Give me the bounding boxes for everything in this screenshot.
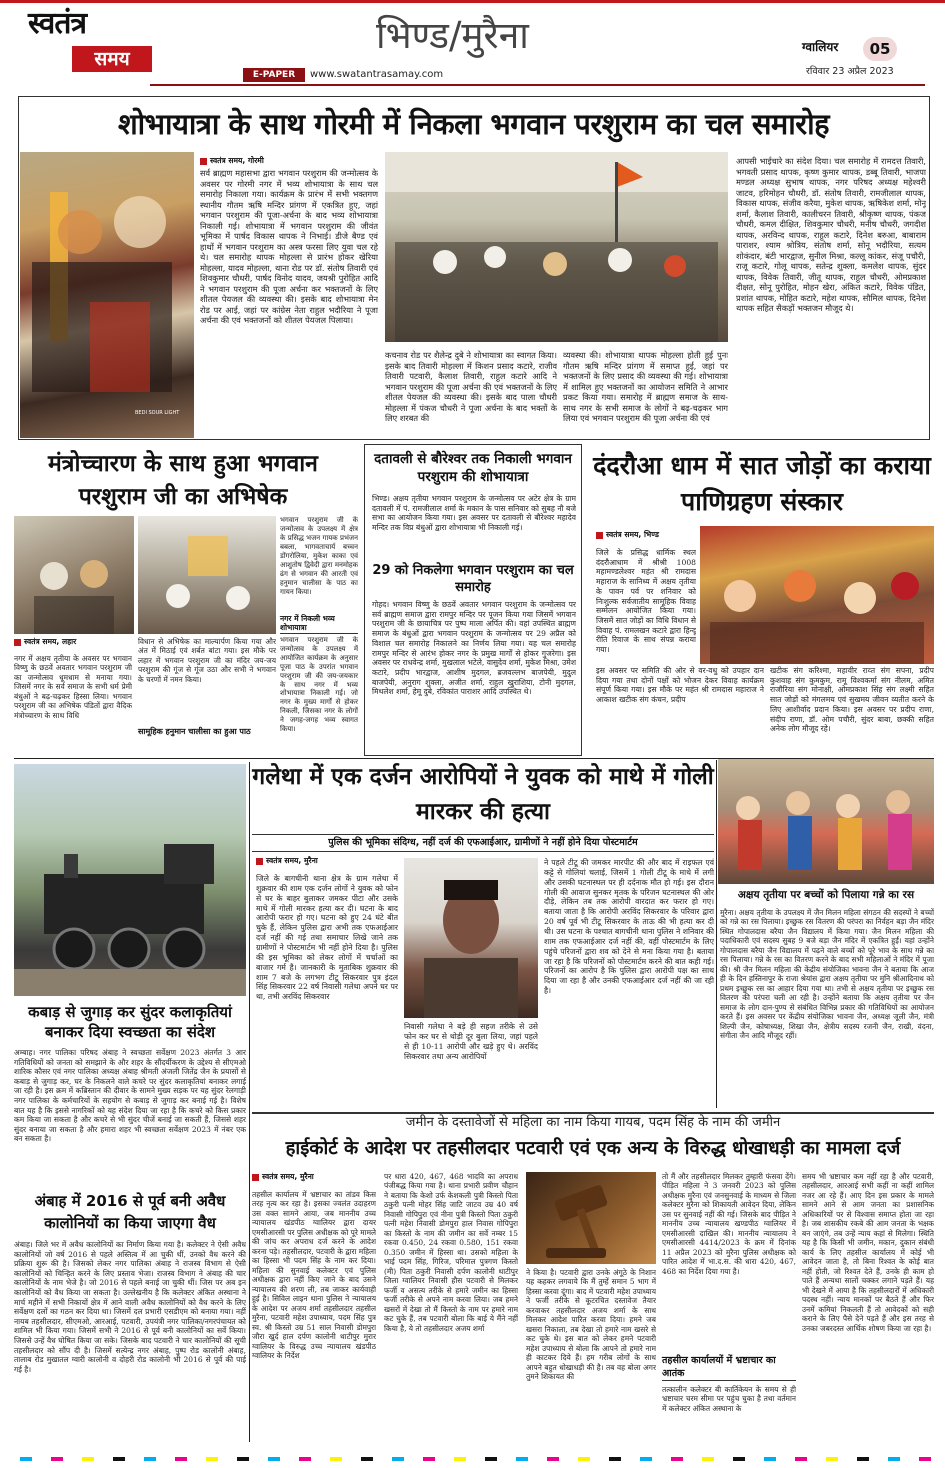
article-8-body: मुरैना। अक्षय तृतीया के उपलक्ष्य में जैन मिलन महिला संगठन की सदस्यों ने बच्चों को गन्ने का रस पिलाया। इच्छुक रस वितरण की परंपरा का निर्वहन बड़ा जैन मंदिर स्थित गोपालदास बरैया जैन विद्यालय में किया गया। जैन मिलन महिला की पदाधिकारी एवं सदस्य सुबह 9 बजे बड़ा जैन मंदिर में एकत्रित हुईं। यहां उन्होंने गोपालदास बरैया जैन विद्यालय में पढ़ने वाले बच्चों को पूरे भाव के साथ गन्ने का रस पिलाया। गन्ने के रस का वितरण करने के बाद सभी महिलाओं ने मंदिर में पूजा की। श्री जैन मिलन महिला की केंद्रीय संयोजिका भावना जैन ने बताया कि आज ही के दिन हस्तिनापुर के राजा श्रेयांस द्वारा अक्षय तृतीया पर मुनि श्रीआदिनाथ को प्रथम इच्छुक रस का आहार दिया गया था। तभी से अक्षय तृतीया पर इच्छुक रस वितरण की परंपरा चली आ रही है। उन्होंने बताया कि अक्षय तृतीया पर जैन समाज के लोग दान-पुण्य से संबंधित विभिन्न प्रकार की गतिविधियों का आयोजन करते हैं। इस अवसर पर केंद्रीय संयोजिका भावना जैन, अध्यक्ष जूली जैन, मंत्री शिल्पी जैन, कोषाध्यक्ष, शिखा जैन, क्षेत्रीय सदस्य रजनी जैन, राखी, वंदना, संगीता जैन आदि मौजूद रहीं। <box>720 908 934 1041</box>
article-3-headline: दतावली से बौरेश्वर तक निकाली भगवान परशुराम की शोभायात्रा <box>374 451 572 485</box>
article-1-col-1-text: सर्व ब्राह्मण महासभा द्वारा भगवान परशुराम की जन्मोत्सव के अवसर पर गोरमी नगर में भव्य शोभायात्रा के साथ चल समारोह निकाला गया। कार्यक्रम के प्रारंभ में सभी भक्तगण स्थानीय गौतम ऋषि मन्दिर प्रांगण में एकत्रित हुए, जहां भगवान परशुराम की पूजा-अर्चना के बाद भव्य शोभायात्रा निकाली गई। शोभायात्रा में भगवान परशुराम की जीवंत भूमिका में पार्षद विकास थापक ने निभाई। डीजे बैण्ड एवं हाथों में भगवान परशुराम का अस्त्र फरसा लिए युवा चल रहे थे। चल समारोह थापक मोहल्ला से प्रारंभ होकर खेरिया मोहल्ला, यादव मोहल्ला, थाना रोड पर डॉ. संतोष तिवारी एवं शिवकुमार चौधरी, पार्षद विनोद यादव, जयश्री पुरोहित आदि ने भगवान परशुराम की पूजा अर्चना कर भक्तजनों के लिए शीतल पेयजल की व्यवस्था की। इसके बाद शोभायात्रा मेन रोड पर आई, जहां पर कांग्रेस नेता राहुल भदौरिया ने पूजा अर्चना की एवं भक्तजनों को शीतल पेयजल पिलाया। <box>200 168 378 325</box>
article-7-byline-row <box>256 856 398 866</box>
article-7-photo <box>404 858 538 1018</box>
article-4-photo <box>700 526 934 664</box>
article-9-col-1: तहसील कार्यालय में भ्रष्टाचार का तांडव किस तरह नृत्य कर रहा है। इसका ज्वलंत उदाहरण उस वक्त सामने आया, जब माननीय उच्च न्यायालय खंडपीठ ग्वालियर द्वारा दायर एमसीआरसी पर पुलिस अधीक्षक को पूरे मामले की जांच कर अपराध दर्ज करने के आदेश करना पड़े। तहसीलदार, पटवारी के द्वारा महिला का हिस्सा भी पदम सिंह के नाम कर दिया। महिला की सुनवाई कलेक्टर एवं पुलिस अधीक्षक द्वारा नहीं किए जाने के बाद उसने न्यायालय की शरण ली, तब जाकर कार्यवाही हुई है। सिविल लाइन थाना पुलिस ने न्यायालय के आदेश पर अजय शर्मा तहसीलदार तहसील मुरैना, पटवारी महेश उपाध्याय, पदम सिंह पुत्र स्व. श्री किस्तो उम्र 51 साल निवासी डोमपुरा जौरा खुर्द हाल दर्पण कालोनी थाटीपुर मुरार ग्वालियर के विरुद्ध उच्च न्यायालय खंडपीठ ग्वालियर के निर्देश <box>252 1190 376 1360</box>
article-2-mid-col <box>138 637 276 757</box>
article-1-col-2-text: कचनाव रोड पर शैलेन्द्र दुबे ने शोभायात्रा का स्वागत किया। इसके बाद तिवारी मोहल्ला में किशन प्रसाद कटारे, राजीव तिवारी पटवारी, कैलाश तिवारी, राहुल कटारे आदि ने भगवान परशुराम की पूजा अर्चना की एवं भक्तजनों के लिए शीतल पेयजल की व्यवस्था की। इसके बाद पाला चौधरी मोहल्ला में पंकज चौधरी ने पूजा अर्चना के बाद भक्तों के लिए शरबत की <box>385 350 557 423</box>
byline-text: स्वतंत्र समय, गोरमी <box>210 156 264 165</box>
registration-mark <box>733 1457 745 1461</box>
article-4-headline: दंदरौआ धाम में सात जोड़ों का कराया पाणिग्रहण संस्कार <box>593 451 931 516</box>
rule-v-2 <box>716 760 717 1108</box>
article-9-col-4-text: तो मैं और तहसीलदार मिलकर तुम्हारी फंसवा देंगे। पीड़ित महिला ने 3 जनवरी 2023 को पुलिस अधीक्षक मुरैना एवं जनसुनवाई के माध्यम से जिला कलेक्टर मुरैना को शिकायती आवेदन दिया, लेकिन उस पर सुनवाई नहीं की गई। जिसके बाद पीड़ित ने माननीय उच्च न्यायालय खण्डपीठ ग्वालियर में एमसीआरसी दाखिल की। माननीय न्यायालय ने एमसीआरसी 4414/2023 के क्रम में दिनांक 11 अप्रैल 2023 को मुरैना पुलिस अधीक्षक को पारित आदेश में भा.द.स. की धारा 420, 467, 468 का निर्देश दिया गया है। <box>662 1172 796 1276</box>
registration-mark <box>485 1457 497 1461</box>
page-number: 05 <box>863 37 897 61</box>
article-2-photo-2 <box>138 516 276 634</box>
victim-portrait <box>404 858 538 1018</box>
registration-mark <box>888 1457 900 1461</box>
article-7-col-1-text: जिले के बागचीनी थाना क्षेत्र के ग्राम गलेथा में शुक्रवार की शाम एक दर्जन लोगों ने युवक को फोन से घर के बाहर बुलाकर जमकर पीटा और उसके माथे में गोली मारकर हत्या कर दी। घटना के बाद आरोपी फरार हो गए। घटना को हुए 24 घंटे बीत चुके हैं, लेकिन पुलिस द्वारा अभी तक एफआईआर दर्ज नहीं की गई तथा समाचार लिखे जाने तक ग्रामीणों ने पोस्टमार्टम भी नहीं होने दिया है। पुलिस की इस भूमिका को लेकर लोगों में चर्चाओं का बाजार गर्म है। जानकारी के मुताबिक शुक्रवार की शाम 7 बजे के लगभग टीटू सिकरवार पुत्र इंदल सिंह सिकरवार 22 वर्ष निवासी गलेथा अपने घर पर था, तभी अरविंद सिकरवार <box>256 874 398 1002</box>
article-9-col-4 <box>662 1172 796 1440</box>
registration-mark <box>299 1457 311 1461</box>
article-9-col-2: पर धारा 420, 467, 468 भादवि का अपराध पंजीबद्ध किया गया है। थाना प्रभारी प्रवीण चौहान ने बताया कि केशो उर्फ केशकली पुत्री किस्तो पिता ठकुरी पत्नी मोहर सिंह जाटि जाटव उम्र 40 वर्ष निवासी गोपिपुरा एवं नीना पुत्री किस्तो पिता ठकुरी पत्नी महेश निवासी डोमपुरा हाल निवास गोपिपुरा का किस्तो के नाम की जमीन का सर्वे नम्बर 15 रकवा 0.450, 24 रकवा 0.580, 151 रकवा 0.350 जमीन में हिस्सा था। उसको महिला के भाई पदम सिंह, गिरिज, परिमाल पुत्रगण किस्तो (मी) पिता ठकुरी निवासी दर्पण कालोनी थाटीपुर जिला ग्वालियर निवासी हौस पटवारी से मिलकर फर्जी व असत्य तरीके से हमारे जमीन का हिस्सा फर्जी तरीके से अपने नाम करवा लिया। जब हमने खसरों में देखा तो मैं किस्तो के नाम पर हमारे नाम कट चुके हैं, तब पटवारी बोला कि बाई ये मैंने नहीं किया है, ये तो तहसीलदार अजय शर्मा <box>384 1172 518 1333</box>
logo-top-text: स्वतंत्र <box>28 6 87 41</box>
registration-mark <box>175 1457 187 1461</box>
article-9-col-4b-text: तत्कालीन कलेक्टर बी कार्तिकेयन के समय से ही भ्रष्टाचार चरम सीमा पर पहुंच चुका है तथा वर्तमान में कलेक्टर अंकित अस्थाना के <box>662 1385 796 1413</box>
registration-mark <box>51 1457 63 1461</box>
article-4-col-3: खटीक संग करिश्मा, महावीर राव्त संग सपना, प्रदीप कुशवाह संग कुमकुम, रामू विश्वकर्मा संग नीलम, अमित राजौरिया संग मोनाक्षी, ओमप्रकाश सिंह संग लक्ष्मी सहित सात जोड़ों को मंगलमय एवं सुखमय जीवन व्यतीत करने के लिए आशीर्वाद प्रदान किया। इस अवसर पर प्रदीप राणा, संदीप राणा, डॉ. ओम पचौरी, सुंदर बाबा, छक्की सहित अनेक लोग मौजूद रहे। <box>770 666 934 734</box>
article-2-byline <box>14 637 132 649</box>
site-url[interactable]: www.swatantrasamay.com <box>310 69 444 80</box>
registration-mark <box>330 1457 342 1461</box>
registration-mark <box>764 1457 776 1461</box>
section-title: भिण्ड/मुरैना <box>376 14 529 57</box>
article-7-headline: गलेथा में एक दर्जन आरोपियों ने युवक को माथे में गोली मारकर की हत्या <box>252 764 714 825</box>
sugarcane-juice-photo <box>718 758 934 884</box>
byline-square-icon <box>596 532 603 539</box>
article-9-gavel-photo <box>526 1172 656 1264</box>
rule-v-1 <box>249 762 250 1442</box>
logo-bottom-text: समय <box>72 46 152 72</box>
article-1-photo-1 <box>20 152 194 438</box>
aarti-photo <box>138 516 276 634</box>
top-color-strip <box>0 0 945 3</box>
article-1-col-1 <box>200 156 378 438</box>
byline-square-icon <box>14 639 21 646</box>
article-2-sub-1: नगर में निकली भव्य शोभायात्रा <box>280 614 358 634</box>
article-2-right-col <box>280 516 358 754</box>
article-2-right-text-1: भगवान परशुराम जी के जन्मोत्सव के उपलक्ष्य में क्षेत्र के प्रसिद्ध भजन गायक प्रभंजन बबला, भागवताचार्य बच्चन डोंगरोलिया, मुकेश काका एवं आशुतोष द्विवेदी द्वारा मनमोहक ढंग से भगवान की आरती एवं हनुमान चालीसा के पाठ का गायन किया। <box>280 516 358 596</box>
article-4-col-1: जिले के प्रसिद्ध धार्मिक स्थल दंदरौआधाम में श्रीश्री 1008 महामण्डलेश्वर महंत श्री रामदास महाराज के सानिध्य में अक्षय तृतीया के पावन पर्व पर शनिवार को निःशुल्क सर्वजातीय सामूहिक विवाह सम्मेलन आयोजित किया गया। जिसमें सात जोड़ों का विधि विधान से विवाह पं. रामलखन कटारे द्वारा हिन्दू रीति रिवाज के साथ संपन्न कराया गया। <box>596 548 696 655</box>
registration-mark <box>268 1457 280 1461</box>
registration-mark <box>361 1457 373 1461</box>
registration-mark <box>671 1457 683 1461</box>
procession-photo-2 <box>385 152 728 342</box>
article-7-photo-caption: निवासी गलेथा ने बड़े ही सहज तरीके से उसे फोन कर घर से थोड़ी दूर बुला लिया, जहां पहले से ही 10-11 आरोपी और खड़े हुए थे। अरविंद सिकरवार तथा अन्य आरोपियों <box>404 1022 538 1061</box>
article-7-col-3-text: ने पहले टीटू की जमकर मारपीट की और बाद में राइफल एवं कट्टे से गोलियां चलाई, जिसमें 1 गोली टीटू के माथे में लगी और उसकी घटनास्थल पर ही दर्दनाक मौत हो गई। इस दौरान गोली की आवाज सुनकर मृतक के परिजन घटनास्थल की ओर दौड़े, लेकिन तब तक आरोपी वारदात कर फरार हो गए। बताया जाता है कि आरोपी अरविंद सिकरवार के परिवार द्वारा 20 वर्ष पूर्व भी टीटू सिकरवार के ताऊ की भी हत्या कर दी थी। उस घटना के पश्चात बागचीनी थाना पुलिस ने शनिवार की शाम तक एफआईआर दर्ज नहीं की, वहीं पोस्टमार्टम के लिए पहुंचे परिजनों द्वारा शव को देने से मना किया गया है। बताया जा रहा है कि परिजनों को पोस्टमार्टम करने की बात कही गई। परिजनों का आरोप है कि पुलिस द्वारा आरोपी पक्ष का साथ दिया जा रहा है और उनकी एफआईआर दर्ज नहीं की जा रही है। <box>544 858 714 996</box>
article-8-photo <box>718 758 934 884</box>
gavel-icon <box>526 1172 656 1264</box>
scrap-train-photo <box>14 764 246 996</box>
article-2-headline: मंत्रोच्चारण के साथ हुआ भगवान परशुराम जी का अभिषेक <box>48 451 318 510</box>
article-5-headline: कबाड़ से जुगाड़ कर सुंदर कलाकृतियां बनाकर दिया स्वच्छता का संदेश <box>28 1003 232 1041</box>
article-1-col-4-text: आपसी भाईचारे का संदेश दिया। चल समारोह में रामदत्त तिवारी, भगवती प्रसाद थापक, कृष्ण कुमार थापक, डब्बू तिवारी, भाजपा मण्डल अध्यक्ष सुभाष थापक, नगर परिषद अध्यक्ष महेश्वरी जाटव, हरिमोहन चौधरी, डॉ. संतोष तिवारी, रामजीलाल थापक, विकास थापक, संजीव करैया, मुकेश थापक, ऋषिकेश शर्मा, मोनू शर्मा, कैलाश तिवारी, कालीचरन तिवारी, श्रीकृष्ण थापक, पंकज चौधरी, कमल दीक्षित, शिवकुमार चौधरी, मनीष चौधरी, जगदीश थापक, अरविन्द थापक, राहुल कटारे, दिनेश बरुआ, बाबाराम पाराशर, श्याम श्रोत्रिय, संतोष शर्मा, सोनू भदौरिया, सत्यम शोकंदार, बंटी भारद्वाज, सुनील मिश्रा, कल्लू कांकर, संजू पचौरी, राजू कटारे, गोलू थापक, सतेन्द्र शुक्ला, कमलेश थापक, सुंदर थापक, विवेक तिवारी, जीतू थापक, राहुल चौधरी, ओमप्रकाश दीक्षत, सोनू पुरोहित, मोहन खेरा, अंकित कटारे, विवेक पंडित, प्रशांत थापक, मोहित कटारे, महेश थापक, सौमिल थापक, दिनेश थापक सहित सैकड़ों भक्तजन मौजूद थे। <box>736 156 926 313</box>
article-9-sub: तहसील कार्यालयों में भ्रष्टाचार का आतंक <box>662 1354 796 1381</box>
article-9-col-5: समय भी भ्रष्टाचार कम नहीं रहा है और पटवारी, तहसीलदार, आरआई सभी कहीं ना कहीं शामिल नजर आ रहे हैं। आए दिन इस प्रकार के मामले सामने आने से आम जनता का प्रशासनिक अधिकारियों पर से विश्वास समाप्त होता जा रहा है। जब शासकीय रकबे की आम जनता के भक्षक बन जाएंगे, तब उन्हें न्याय कहां से मिलेगा। स्थिति यह है कि किसी भी जमीन, मकान, दुकान संबंधी कार्य के लिए तहसील कार्यालय में कोई भी आवेदन जाता है, तो बिना रिश्वत के कोई बात नहीं होती, जो रिश्वत देते हैं, उनके ही काम हो पाते हैं अन्यथा सालों चक्कर लगाने पड़ते हैं। यह भी देखने में आया है कि तहसीलदारों में अधिकारी पदस्थ नहीं। न्याय मानकों पर बैठते हैं और फिर उनमें कमियां निकलती हैं तो आवेदकों को सही कराने के लिए पैसे देने पड़ते हैं और इस तरह से उनका जबरदस्त आर्थिक शोषण किया जा रहा है। <box>802 1172 934 1333</box>
registration-mark <box>826 1457 838 1461</box>
byline-square-icon <box>252 1174 259 1181</box>
registration-mark <box>919 1457 931 1461</box>
byline-text: स्वतंत्र समय, मुरैना <box>266 856 318 865</box>
article-1-byline <box>200 156 378 166</box>
registration-mark <box>702 1457 714 1461</box>
cmyk-strip <box>0 1450 945 1468</box>
edition-city: ग्वालियर <box>802 40 839 54</box>
abhishek-photo <box>14 516 134 634</box>
article-8-caption: अक्षय तृतीया पर बच्चों को पिलाया गन्ने का रस <box>737 889 915 901</box>
registration-mark <box>454 1457 466 1461</box>
article-4-byline <box>596 530 706 542</box>
article-2-right-text-2: भगवान परशुराम जी के जन्मोत्सव के उपलक्ष्य में आयोजित कार्यक्रम के अनुसार पूजा पाठ के उपरांत भगवान परशुराम जी की जय-जयकार के साथ नगर में भव्य शोभायात्रा निकाली गई। जो नगर के मुख्य मार्गों से होकर निकली, जिसका नगर के लोगों ने जगह-जगह भव्य स्वागत किया। <box>280 635 358 734</box>
photo-credit: BEDI SOUR LIGHT <box>135 410 180 416</box>
color-registration-strip <box>0 1450 945 1468</box>
article-9-col-3: ने किया है। पटवारी द्वारा उनके अंगूठे के निशान यह कहकर लगवाये कि मैं तुम्हें समान 5 भाग में हिस्सा करवा दूंगा। बाद में पटवारी महेश उपाध्याय ने फर्जी तरीके से कूटरचित दस्तावेज तैयार करवाकर तहसीलदार अजय शर्मा के साथ मिलकर आदेश पारित करवा दिया। हमने जब खसरा निकाला, तब देखा तो हमारे नाम खसरे से कट चुके थे। इस बात को लेकर हमने पटवारी महेश उपाध्याय से बोला कि आपने तो हमारे नाम ही काटकर दिये हैं। हम गरीब लोगों के साथ आपने बहुत धोखाधड़ी की है। तब वह बोला अगर तुमने शिकायत की <box>526 1268 656 1382</box>
registration-mark <box>640 1457 652 1461</box>
byline-text: स्वतंत्र समय, भिण्ड <box>606 530 659 539</box>
procession-photo-1 <box>20 152 194 438</box>
registration-mark <box>113 1457 125 1461</box>
registration-mark <box>20 1457 32 1461</box>
article-9-byline <box>252 1172 376 1184</box>
registration-mark <box>516 1457 528 1461</box>
article-3-headline-2: 29 को निकलेगा भगवान परशुराम का चल समारोह <box>372 563 574 595</box>
masthead-rule <box>150 84 925 86</box>
epaper-badge: E-PAPER <box>243 68 305 82</box>
registration-mark <box>82 1457 94 1461</box>
article-5-body: अम्बाह। नगर पालिका परिषद अंबाह ने स्वच्छता सर्वेक्षण 2023 अंतर्गत 3 आर गतिविधियों को जनता को समझाने के और शहर के सौंदर्यीकरण के उद्देश्य से सीएमओ शारिक कौसर एवं नगर पालिका अध्यक्ष अंबाह श्रीमती अंजली जितेंद्र जैन के प्रयासों से कबाड़ से जुगाड़ कर, घर के निकलने वाले कचरे पर सुंदर कलाकृतियां बनाकर लगाई जा रही है। इस क्रम में कब्रिस्तान की दीवार के सामने मुख्य सड़क पर यह सुंदर रेलगाड़ी नगर पालिका के कर्मचारियों के सहयोग से कबाड़ से जुगाड़ कर बनाई गई है। विशेष बात यह है कि इससे नागरिकों को यह संदेश दिया जा रहा है कि कचरे को किस प्रकार कम किया जा सकता है और कचरे से भी सुंदर चीजें बनाई जा सकती हैं, जिससे शहर सुंदर बनाया जा सकता है और हमारा शहर भी स्वच्छता सर्वेक्षण 2023 में नंबर एक बन सकता है। <box>14 1048 246 1144</box>
registration-mark <box>392 1457 404 1461</box>
registration-mark <box>206 1457 218 1461</box>
wedding-photo <box>700 526 934 664</box>
byline-text: स्वतंत्र समय, मुरैना <box>262 1172 314 1181</box>
article-6-headline: अंबाह में 2016 से पूर्व बनी अवैध कालोनियों का किया जाएगा वैध <box>34 1192 226 1232</box>
registration-mark <box>795 1457 807 1461</box>
article-3-body-2: गोहद। भगवान विष्णु के छठवें अवतार भगवान परशुराम के जन्मोत्सव पर सर्व ब्राह्मण समाज द्वारा रामपुर मन्दिर पर पूजन किया गया जिसमें भगवान परशुराम जी के छायाचित्र पर पुष्प माला अर्पित की। वहां उपस्थित ब्राह्मण समाज के बंधुओं द्वारा भगवान परशुराम के जन्मोत्सव पर 29 अप्रैल को विशाल चल समारोह निकालने का निर्णय लिया गया। यह चल समारोह रामपुर मन्दिर से आरंभ होकर नगर के प्रमुख मार्गों से होकर गुजरेगा। इस अवसर पर राधवेन्द्र शर्मा, मुखलाल भटेले, वासुदेव शर्मा, मुकेश मिश्रा, उमेश कटारे, प्रदीप भारद्वाज, आशीष मुदगल, ब्रजवल्लभ बाजपेयी, मुदुल बाजपेयी, अनुराग शुक्ला, अजीत शर्मा, राहुल खुराशिया, टोनी मुदगल, मिथलेश शर्मा, हेमू दुबे, रविकांत पाराशर आदि उपस्थित थे। <box>372 600 576 697</box>
registration-mark <box>857 1457 869 1461</box>
article-9-kicker: जमीन के दस्तावेजों से महिला का नाम किया गायब, पदम सिंह के नाम की जमीन <box>252 1112 934 1132</box>
article-1-photo-2 <box>385 152 728 342</box>
article-2-sub-2: सामूहिक हनुमान चालीसा का हुआ पाठ <box>138 727 251 736</box>
article-2-byline-row <box>14 637 132 647</box>
registration-mark <box>578 1457 590 1461</box>
article-6-body: अंबाह। जिले भर में अवैध कालोनियों का निर्माण किया गया है। कलेक्टर ने ऐसी अवैध कालोनियों जो वर्ष 2016 से पहले अस्तित्व में आ चुकी थीं, उनको वैध करने की प्रक्रिया शुरू की है। जिसको लेकर नगर पालिका अंबाह ने राजस्व विभाग से ऐसी कालोनियों को चिन्हित करने के लिए प्रस्ताव भेजा। राजस्व विभाग ने अंबाह की चार कालोनियों के नाम भेजे है। जो 2016 से पहले बनाई जा चुकी थीं। जिस पर अब इन कालोनियों को वैध किया जा सकता है। उल्लेखनीय है कि कलेक्टर अंकित अस्थाना ने मार्च महीने में सभी निकायों क्षेत्र में आने वाली अवैध कालोनियों को वैध करने के लिए सर्वेक्षण दलों का गठन कर दिया था। जिसमें दल प्रभारी एसडीएम को बनाया गया। नहीं नायब तहसीलदार, सीएमओ, आरआई, पटवारी, उपयंत्री नगर पालिका/नगरपंचायत को शामिल भी किया गया। जिसमें सभी ने 2016 से पूर्व बनी कालोनियों का सर्वे किया। जिससे उन्हें वैध घोषित किया जा सके। जिसके बाद पटवारी ने चार कालोनियों की सूची तहसीलदार को सौंप दी है। जिसमें सत्येन्द्र नगर अंबाह, पुष्प रोड कालोनी अंबाह, तालाब रोड मुखातल ग्वारी कालोनी व दोहरी रोड कालोनी भी 2016 से पूर्व की पाई गई है। <box>14 1240 246 1374</box>
article-2-left-text: नगर में अक्षय तृतीया के अवसर पर भगवान विष्णु के छठवें अवतार भगवान परशुराम जी का जन्मोत्सव धूमधाम से मनाया गया। जिसमें नगर के सर्व समाज के सभी धर्म प्रेमी बंधुओं ने बढ़-चढ़कर हिस्सा लिया। भगवान परशुराम जी का अभिषेक पंडितों द्वारा वैदिक मंत्रोच्चारण के साथ विधि <box>14 654 132 720</box>
byline-square-icon <box>256 858 263 865</box>
registration-mark <box>423 1457 435 1461</box>
byline-text: स्वतंत्र समय, लहार <box>24 637 77 646</box>
logo <box>28 6 156 76</box>
registration-mark <box>237 1457 249 1461</box>
edition-date: रविवार 23 अप्रैल 2023 <box>806 66 894 77</box>
rule-h-1 <box>14 758 934 759</box>
article-9-byline-row <box>252 1172 376 1182</box>
byline-square-icon <box>200 158 207 165</box>
article-3-body-1: भिण्ड। अक्षय तृतीया भगवान परशुराम के जन्मोत्सव पर अटेर क्षेत्र के ग्राम दतावली में पं. रामजीलाल शर्मा के मकान के पास सनिवार को सुबह नौ बजे सभा का आयोजन किया गया। इस अवसर पर दतावली से बौरेश्वर महादेव मन्दिर तक विप्र बंधुओं द्वारा शोभायात्रा भी निकाली गई। <box>372 494 576 533</box>
registration-mark <box>547 1457 559 1461</box>
article-5-photo <box>14 764 246 996</box>
article-2-mid-text: विधान से अभिषेक का माल्यार्पण किया गया और अंत में मिठाई एवं शर्बत बांटा गया। इस मौके पर लहार में भगवान परशुराम जी का मंदिर जय-जय परशुराम की गूंज से गूंज उठा और सभी ने भगवान के चरणों में नमन किया। <box>138 637 276 684</box>
registration-mark <box>144 1457 156 1461</box>
article-9-headline: हाईकोर्ट के आदेश पर तहसीलदार पटवारी एवं एक अन्य के विरुद्ध धोखाधड़ी का मामला दर्ज <box>285 1138 901 1159</box>
article-4-col-2: इस अवसर पर समिति की ओर से वर-वधु को उपहार दान दिया गया तथा दोनों पक्षों को भोजन देकर विवाह कार्यक्रम संपूर्ण किया गया। इस मौके पर महंत श्री रामदास महाराज ने आकाश खटीक संग कंचन, प्रदीप <box>596 666 764 705</box>
article-2-photo-1 <box>14 516 134 634</box>
article-4-byline-row <box>596 530 706 540</box>
registration-mark <box>609 1457 621 1461</box>
article-1-headline: शोभायात्रा के साथ गोरमी में निकला भगवान परशुराम का चल समारोह <box>117 107 830 141</box>
article-7-deck: पुलिस की भूमिका संदिग्ध, नहीं दर्ज की एफआईआर, ग्रामीणों ने नहीं होने दिया पोस्टमार्टम <box>252 834 714 852</box>
article-1-col-3-text: व्यवस्था की। शोभायात्रा थापक मोहल्ला होती हुई पुनः गौतम ऋषि मन्दिर प्रांगण में समाप्त हुई, जहां पर भक्तजनों के लिए प्रसाद की व्यवस्था की गई। शोभायात्रा में शामिल हुए भक्तजनों का आयोजन समिति ने आभार प्रकट किया गया। समारोह में ब्राह्मण समाज के साथ-साथ नगर के सभी समाज के लोगों ने बढ़-चढ़कर भाग लिया एवं भगवान परशुराम की पूजा अर्चना की एवं <box>563 350 728 423</box>
